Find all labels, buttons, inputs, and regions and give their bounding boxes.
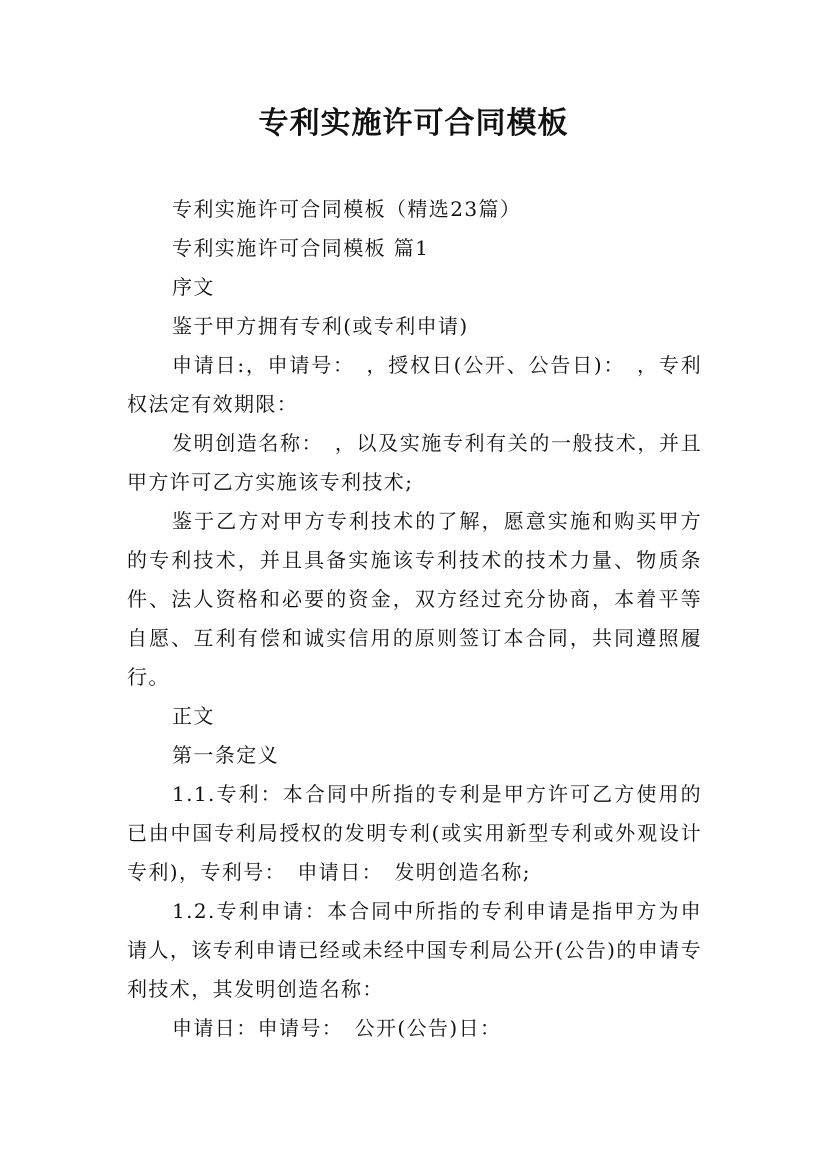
paragraph-article-heading: 专利实施许可合同模板 篇1: [172, 236, 430, 260]
document-title: 专利实施许可合同模板: [258, 106, 569, 141]
document-body: [127, 190, 702, 1048]
paragraph-application-dates: 申请日：申请号： 公开(公告)日：: [172, 1016, 502, 1040]
paragraph-collection-heading: 专利实施许可合同模板（精选23篇）: [172, 197, 522, 221]
paragraph-clause-1-2: 1.2.专利申请：本合同中所指的专利申请是指甲方为申请人，该专利申请已经或未经中国专利局公开(公告)的申请专利技术，其发明创造名称：: [127, 899, 702, 1001]
paragraph-whereas-patent: 鉴于甲方拥有专利(或专利申请): [172, 314, 469, 338]
paragraph-clause-1-1: 1.1.专利：本合同中所指的专利是甲方许可乙方使用的已由中国专利局授权的发明专利(或实用新型专利或外观设计专利)，专利号： 申请日： 发明创造名称;: [127, 782, 702, 884]
paragraph-preface-heading: 序文: [172, 275, 215, 299]
paragraph-invention-name: 发明创造名称： ，以及实施专利有关的一般技术，并且甲方许可乙方实施该专利技术;: [127, 431, 702, 494]
paragraph-main-text-heading: 正文: [172, 704, 215, 728]
paragraph-whereas-licensee: 鉴于乙方对甲方专利技术的了解，愿意实施和购买甲方的专利技术，并且具备实施该专利技术的技术力量、物质条件、法人资格和必要的资金，双方经过充分协商，本着平等自愿、互利有偿和诚实信用的原则签订本合同，共同遵照履行。: [127, 509, 702, 689]
paragraph-article-one-heading: 第一条定义: [172, 743, 279, 767]
paragraph-application-details: 申请日:，申请号： ，授权日(公开、公告日)： ，专利权法定有效期限：: [127, 353, 702, 416]
